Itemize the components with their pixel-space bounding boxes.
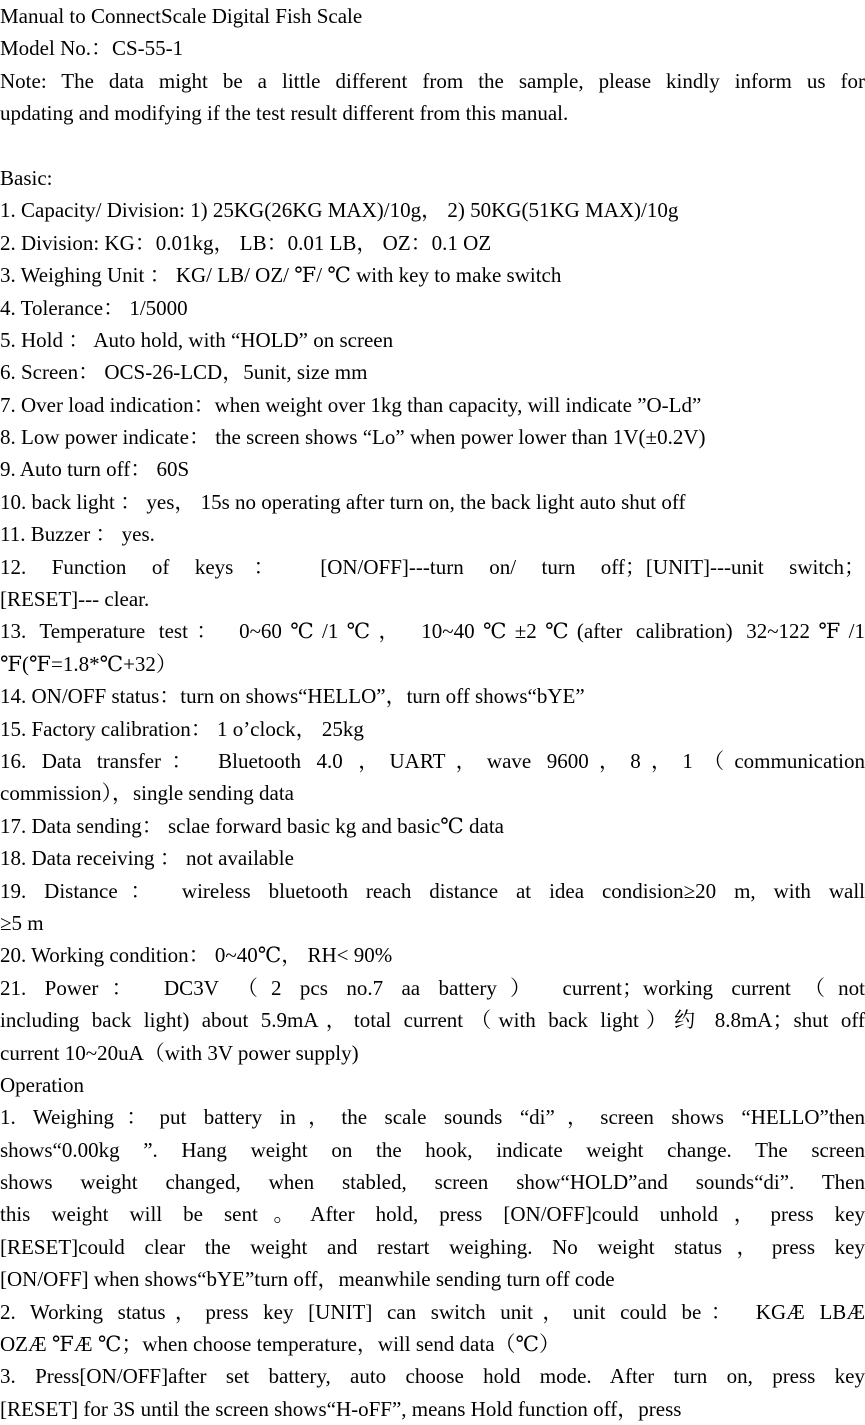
spec-item	[0, 292, 865, 324]
spec-item	[0, 810, 865, 842]
spec-item	[0, 842, 865, 874]
spec-item	[0, 227, 865, 259]
spec-item	[0, 421, 865, 453]
spec-item	[0, 194, 865, 226]
spec-item	[0, 486, 865, 518]
spec-item	[0, 356, 865, 388]
operation-item-line: [ON/OFF] when shows“bYE”turn off，meanwhile sending turn off code	[0, 1267, 615, 1292]
spec-item-line: 21. Power： DC3V （2 pcs no.7 aa battery） current；working current（not	[0, 975, 865, 1000]
spec-item	[0, 518, 865, 550]
basic-heading: Basic:	[0, 165, 53, 190]
spec-item	[0, 875, 865, 940]
note-line: Note: The data might be a little different from the sample, please kindly inform us for	[0, 68, 865, 93]
spec-item-line: 8. Low power indicate： the screen shows “Lo” when power lower than 1V(±0.2V)	[0, 425, 706, 450]
spec-item-line: 14. ON/OFF status：turn on shows“HELLO”，turn off shows“bYE”	[0, 684, 585, 709]
spec-item-line: 17. Data sending： sclae forward basic kg and basic℃ data	[0, 813, 504, 838]
spec-item-line: [RESET]--- clear.	[0, 587, 150, 612]
operation-item-line: OZÆ ℉Æ ℃；when choose temperature，will send data（℃）	[0, 1332, 561, 1357]
spec-item-line: ℉(℉=1.8*℃+32）	[0, 651, 177, 676]
operation-item	[0, 1360, 865, 1425]
spec-item-line: 10. back light ： yes， 15s no operating after turn on, the back light auto shut off	[0, 489, 686, 514]
spec-item	[0, 453, 865, 485]
spec-item-line: commission），single sending data	[0, 781, 294, 806]
note-line: updating and modifying if the test result different from this manual.	[0, 101, 569, 126]
model-number: Model No.：CS-55-1	[0, 36, 184, 61]
spec-item-line: 3. Weighing Unit ： KG/ LB/ OZ/ ℉/ ℃ with key to make switch	[0, 263, 562, 288]
spec-item	[0, 615, 865, 680]
spec-item-line: 4. Tolerance： 1/5000	[0, 295, 188, 320]
spec-item-line: 7. Over load indication：when weight over 1kg than capacity, will indicate ”O-Ld”	[0, 392, 702, 417]
spec-item-line: 6. Screen： OCS-26-LCD，5unit, size mm	[0, 360, 368, 385]
basic-spec-list	[0, 194, 865, 1069]
spec-item-line: 20. Working condition： 0~40℃， RH< 90%	[0, 943, 393, 968]
operation-item-line: shows weight changed, when stabled, screen show“HOLD”and sounds“di”. Then	[0, 1170, 865, 1195]
operation-item-line: [RESET]could clear the weight and restart weighing. No weight status，press key	[0, 1234, 865, 1259]
spec-item-line: 2. Division: KG：0.01kg， LB：0.01 LB， OZ：0.1 OZ	[0, 230, 492, 255]
spec-item	[0, 551, 865, 616]
spec-item	[0, 972, 865, 1069]
spec-item-line: 18. Data receiving ： not available	[0, 846, 294, 871]
operation-item-line: shows“0.00kg ”. Hang weight on the hook, indicate weight change. The screen	[0, 1137, 865, 1162]
operation-item-line: 2. Working status，press key [UNIT] can switch unit，unit could be： KGÆ LBÆ	[0, 1299, 865, 1324]
spec-item	[0, 324, 865, 356]
spec-item	[0, 680, 865, 712]
operation-item-line: 3. Press[ON/OFF]after set battery, auto choose hold mode. After turn on, press key	[0, 1364, 865, 1389]
operation-item	[0, 1296, 865, 1361]
document-title: Manual to ConnectScale Digital Fish Scale	[0, 4, 363, 28]
operation-item	[0, 1101, 865, 1295]
spec-item-line: 5. Hold ： Auto hold, with “HOLD” on screen	[0, 327, 394, 352]
note-paragraph	[0, 65, 865, 130]
spec-item-line: current 10~20uA（with 3V power supply)	[0, 1040, 359, 1065]
spec-item-line: 13. Temperature test： 0~60℃/1℃， 10~40℃±2℃(after calibration) 32~122℉/1	[0, 619, 865, 644]
spec-item	[0, 713, 865, 745]
spec-item-line: ≥5 m	[0, 910, 44, 935]
spec-item	[0, 939, 865, 971]
spec-item	[0, 259, 865, 291]
operation-item-line: 1. Weighing：put battery in，the scale sounds “di”，screen shows “HELLO”then	[0, 1105, 865, 1130]
spec-item-line: 12. Function of keys： [ON/OFF]---turn on/ turn off；[UNIT]---unit switch；	[0, 554, 865, 579]
spec-item-line: 15. Factory calibration： 1 o’clock， 25kg	[0, 716, 364, 741]
operation-item-line: [RESET] for 3S until the screen shows“H-oFF”, means Hold function off，press	[0, 1396, 682, 1421]
spacer	[0, 130, 865, 162]
spec-item	[0, 389, 865, 421]
spec-item-line: 11. Buzzer ： yes.	[0, 522, 155, 547]
spec-item-line: 16. Data transfer： Bluetooth 4.0 ，UART，wave 9600，8，1（communication	[0, 748, 865, 773]
spec-item-line: 19. Distance： wireless bluetooth reach distance at idea condision≥20 m, with wall	[0, 878, 865, 903]
operation-list	[0, 1101, 865, 1425]
spec-item-line: including back light) about 5.9mA，total current（with back light）约 8.8mA；shut off	[0, 1008, 865, 1033]
operation-item-line: this weight will be sent。After hold, press [ON/OFF]could unhold，press key	[0, 1202, 865, 1227]
spec-item	[0, 745, 865, 810]
operation-heading: Operation	[0, 1072, 84, 1097]
spec-item-line: 9. Auto turn off： 60S	[0, 457, 190, 482]
spec-item-line: 1. Capacity/ Division: 1) 25KG(26KG MAX)/10g， 2) 50KG(51KG MAX)/10g	[0, 198, 679, 223]
